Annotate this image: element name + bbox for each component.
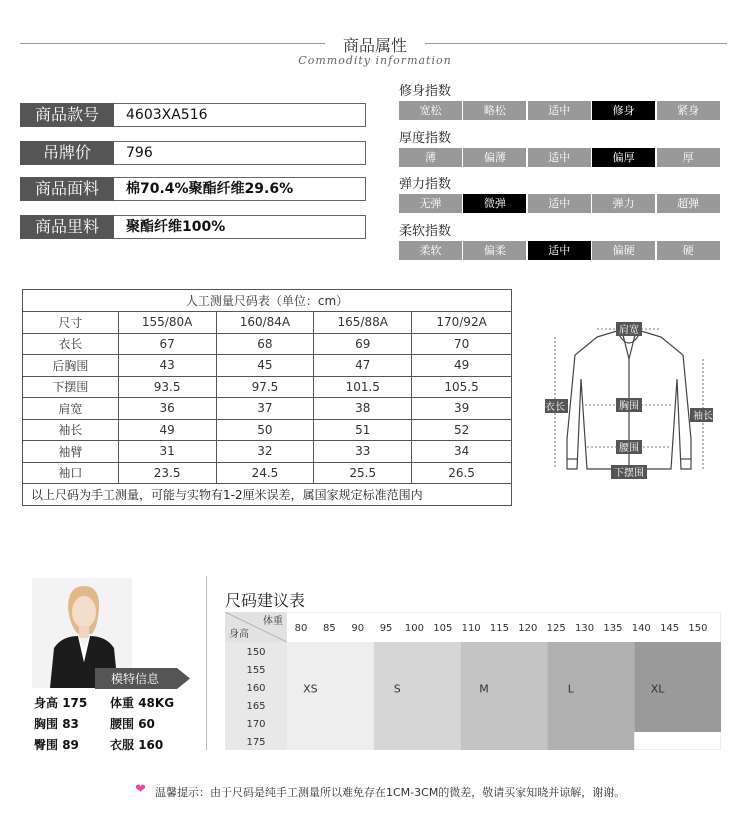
height-tick: 160 <box>246 683 266 694</box>
table-cell: 37 <box>216 398 314 420</box>
table-row <box>23 419 512 441</box>
weight-tick: 80 <box>294 623 308 634</box>
height-tick: 150 <box>246 647 266 658</box>
size-recommend-grid <box>225 612 721 750</box>
header-cell: 170/92A <box>412 312 512 334</box>
table-cell: 袖口 <box>23 462 119 484</box>
table-cell: 69 <box>314 333 412 355</box>
table-cell: 26.5 <box>412 462 512 484</box>
size-table-header <box>23 312 512 334</box>
weight-tick: 100 <box>404 623 424 634</box>
diagram-label-hem: 下摆围 <box>614 468 644 479</box>
table-cell: 38 <box>314 398 412 420</box>
weight-tick: 115 <box>489 623 510 634</box>
index-option: 适中 <box>528 148 591 167</box>
attr-fabric <box>20 177 366 201</box>
index-option-selected: 修身 <box>592 101 655 120</box>
index-thickness <box>399 127 721 167</box>
table-cell: 36 <box>118 398 216 420</box>
stat-value: 175 <box>62 696 88 710</box>
table-cell: 34 <box>412 441 512 463</box>
table-cell: 101.5 <box>314 376 412 398</box>
weight-tick: 105 <box>433 623 453 634</box>
model-stats <box>34 694 204 757</box>
index-option: 适中 <box>528 194 591 213</box>
size-label: XL <box>650 682 665 696</box>
stat-label: 身高 <box>34 696 59 710</box>
index-option-selected: 微弹 <box>463 194 526 213</box>
index-option: 宽松 <box>399 101 462 120</box>
table-cell: 32 <box>216 441 314 463</box>
table-cell: 袖臂 <box>23 441 119 463</box>
heart-icon: ❤ <box>135 782 146 797</box>
size-table-title: 人工测量尺码表（单位：cm） <box>23 290 512 312</box>
model-tag <box>95 668 190 689</box>
weight-tick: 150 <box>688 623 708 634</box>
attr-price <box>20 141 366 165</box>
height-tick: 165 <box>246 701 266 712</box>
index-option: 硬 <box>657 241 720 260</box>
header-cell: 165/88A <box>314 312 412 334</box>
weight-tick: 90 <box>351 623 365 634</box>
size-label: M <box>479 682 489 696</box>
index-option: 柔软 <box>399 241 462 260</box>
weight-tick: 110 <box>461 623 481 634</box>
table-cell: 52 <box>412 419 512 441</box>
model-tag-label: 模特信息 <box>110 672 160 686</box>
attr-value: 796 <box>114 141 366 165</box>
diagram-label-chest: 胸围 <box>619 401 639 412</box>
table-cell: 93.5 <box>118 376 216 398</box>
stat-label: 衣服 <box>110 738 135 752</box>
index-option: 略松 <box>463 101 526 120</box>
index-option: 偏薄 <box>463 148 526 167</box>
size-table-note: 以上尺码为手工测量，可能与实物有1-2厘米误差，属国家规定标准范围内 <box>23 484 512 506</box>
table-cell: 68 <box>216 333 314 355</box>
index-option: 超弹 <box>657 194 720 213</box>
size-table <box>22 289 512 506</box>
model-info <box>20 578 200 758</box>
index-option: 偏柔 <box>463 241 526 260</box>
table-cell: 下摆围 <box>23 376 119 398</box>
attr-label: 吊牌价 <box>20 141 114 165</box>
index-option: 弹力 <box>592 194 655 213</box>
size-label: L <box>567 682 574 696</box>
table-cell: 43 <box>118 355 216 377</box>
table-cell: 49 <box>118 419 216 441</box>
size-band-s <box>374 642 461 750</box>
table-row <box>23 462 512 484</box>
size-band-m <box>461 642 548 750</box>
index-option: 偏硬 <box>592 241 655 260</box>
index-option: 薄 <box>399 148 462 167</box>
table-row <box>23 376 512 398</box>
attr-label: 商品面料 <box>20 177 114 201</box>
garment-diagram <box>545 319 713 481</box>
table-row <box>23 398 512 420</box>
attr-style-no <box>20 103 366 127</box>
index-softness <box>399 220 721 260</box>
table-cell: 39 <box>412 398 512 420</box>
table-cell: 47 <box>314 355 412 377</box>
attr-lining <box>20 215 366 239</box>
size-band-l <box>547 642 634 750</box>
diagram-label-length: 衣长 <box>545 402 565 413</box>
divider <box>206 576 207 750</box>
index-option: 无弹 <box>399 194 462 213</box>
diagram-label-sleeve: 袖长 <box>693 411 713 422</box>
section-header <box>0 28 750 78</box>
weight-tick: 140 <box>631 623 651 634</box>
index-option-selected: 偏厚 <box>592 148 655 167</box>
weight-tick: 125 <box>546 623 566 634</box>
index-elasticity <box>399 173 721 213</box>
diagram-label-shoulder: 肩宽 <box>619 325 639 336</box>
table-cell: 25.5 <box>314 462 412 484</box>
table-cell: 67 <box>118 333 216 355</box>
attr-label: 商品里料 <box>20 215 114 239</box>
stat-label: 臀围 <box>34 738 59 752</box>
index-option-selected: 适中 <box>528 241 591 260</box>
weight-tick: 130 <box>574 623 595 634</box>
corner-weight: 体重 <box>263 616 283 627</box>
corner-height: 身高 <box>229 629 249 640</box>
attr-value: 聚酯纤维100% <box>114 215 366 239</box>
footer-text: 温馨提示：由于尺码是纯手工测量所以难免存在1CM-3CM的微差，敬请买家知晓并谅解，谢谢。 <box>155 786 626 799</box>
stat-value: 48KG <box>138 696 175 710</box>
table-cell: 97.5 <box>216 376 314 398</box>
table-row <box>23 355 512 377</box>
table-cell: 50 <box>216 419 314 441</box>
section-title: 商品属性 <box>342 36 407 55</box>
size-recommend-title: 尺码建议表 <box>225 591 306 610</box>
table-cell: 24.5 <box>216 462 314 484</box>
stat-label: 体重 <box>110 696 135 710</box>
table-cell: 105.5 <box>412 376 512 398</box>
height-tick: 155 <box>246 665 266 676</box>
index-option: 适中 <box>528 101 591 120</box>
stat-value: 60 <box>138 717 155 731</box>
size-band-xl <box>634 642 721 732</box>
weight-tick: 135 <box>603 623 623 634</box>
table-row <box>23 333 512 355</box>
attr-label: 商品款号 <box>20 103 114 127</box>
attr-value: 4603XA516 <box>114 103 366 127</box>
index-label: 厚度指数 <box>399 131 452 146</box>
header-cell: 尺寸 <box>23 312 119 334</box>
stat-value: 160 <box>138 738 164 752</box>
size-band-xs <box>287 642 374 750</box>
header-cell: 160/84A <box>216 312 314 334</box>
weight-tick: 85 <box>322 623 336 634</box>
header-cell: 155/80A <box>118 312 216 334</box>
index-label: 柔软指数 <box>399 224 452 239</box>
table-cell: 袖长 <box>23 419 119 441</box>
size-label: XS <box>303 682 318 696</box>
table-cell: 肩宽 <box>23 398 119 420</box>
table-cell: 70 <box>412 333 512 355</box>
index-label: 弹力指数 <box>399 177 452 192</box>
table-cell: 45 <box>216 355 314 377</box>
table-cell: 49 <box>412 355 512 377</box>
weight-tick: 145 <box>660 623 680 634</box>
table-cell: 后胸围 <box>23 355 119 377</box>
height-tick: 170 <box>246 719 266 730</box>
size-label: S <box>393 682 401 696</box>
weight-tick: 120 <box>518 623 538 634</box>
table-cell: 23.5 <box>118 462 216 484</box>
table-cell: 31 <box>118 441 216 463</box>
stat-value: 83 <box>62 717 79 731</box>
index-fit <box>399 80 721 120</box>
index-label: 修身指数 <box>399 84 452 99</box>
diagram-label-waist: 腰围 <box>619 443 639 454</box>
section-subtitle: Commodity information <box>298 54 452 67</box>
attr-value: 棉70.4%聚酯纤维29.6% <box>114 177 366 201</box>
stat-label: 腰围 <box>110 717 135 731</box>
index-option: 厚 <box>657 148 720 167</box>
stat-label: 胸围 <box>34 717 59 731</box>
weight-tick: 95 <box>379 623 393 634</box>
table-cell: 衣长 <box>23 333 119 355</box>
height-tick: 175 <box>246 737 266 748</box>
table-cell: 33 <box>314 441 412 463</box>
table-cell: 51 <box>314 419 412 441</box>
table-row <box>23 441 512 463</box>
stat-value: 89 <box>62 738 79 752</box>
index-option: 紧身 <box>657 101 720 120</box>
